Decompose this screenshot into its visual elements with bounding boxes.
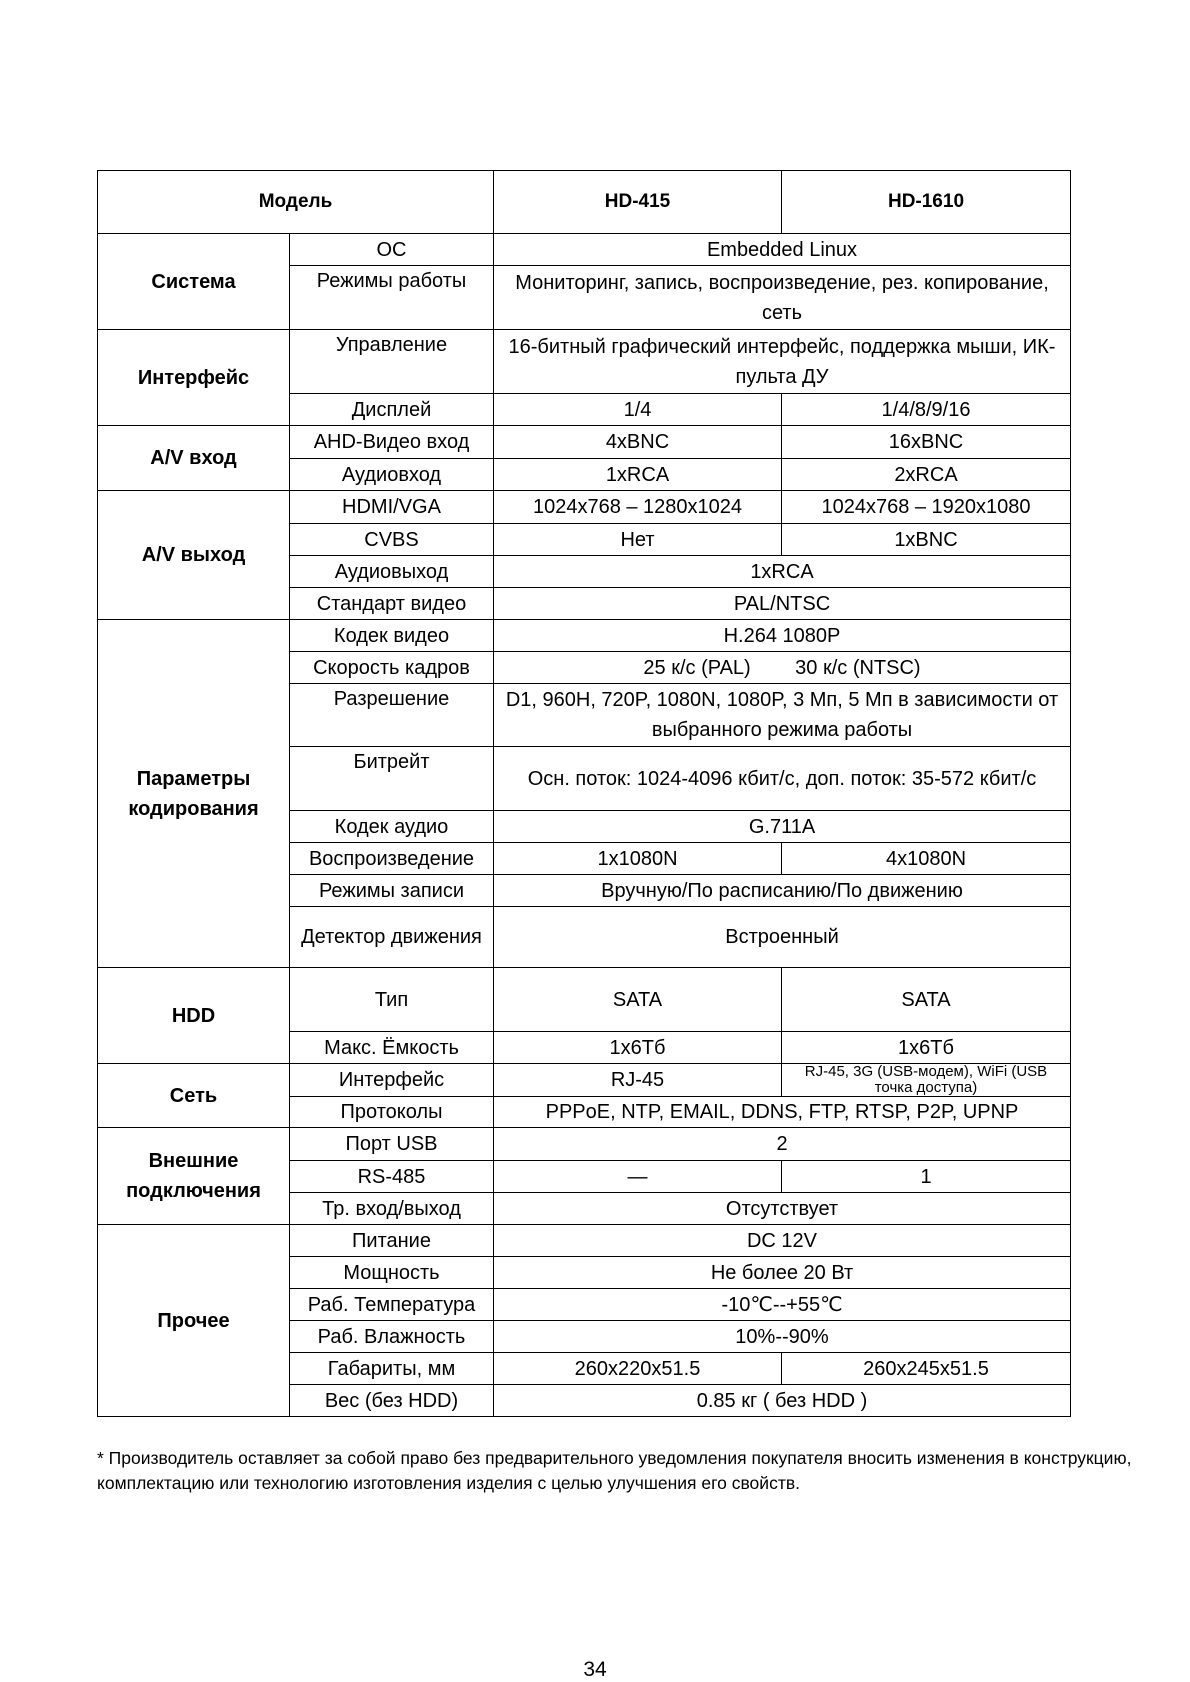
group-network: Сеть (98, 1064, 290, 1128)
table-row (98, 968, 1071, 1032)
row-value-2: 1/4/8/9/16 (782, 394, 1071, 426)
footnote: * Производитель оставляет за собой право без предварительного уведомления покупателя вносить изменения в конструкцию, комплектацию или технологию изготовления изделия с целью улучшения его свойств. (97, 1448, 1132, 1493)
row-label: Вес (без HDD) (290, 1385, 494, 1417)
row-label: HDMI/VGA (290, 491, 494, 524)
row-value-2: 1xBNC (782, 524, 1071, 556)
row-label: Протоколы (290, 1097, 494, 1128)
row-value: Отсутствует (494, 1193, 1071, 1225)
row-value-2: 1 (782, 1161, 1071, 1193)
row-label: CVBS (290, 524, 494, 556)
spec-table (97, 170, 1071, 1417)
row-label: Управление (290, 330, 494, 394)
table-row (98, 426, 1071, 459)
row-label: Мощность (290, 1257, 494, 1289)
row-label: Порт USB (290, 1128, 494, 1161)
group-other: Прочее (98, 1225, 290, 1417)
row-label: Битрейт (290, 747, 494, 811)
row-value-2: 260x245x51.5 (782, 1353, 1071, 1385)
row-value: Осн. поток: 1024-4096 кбит/с, доп. поток: 35-572 кбит/с (494, 747, 1071, 811)
row-label: Стандарт видео (290, 588, 494, 620)
row-label: Дисплей (290, 394, 494, 426)
group-av-in: A/V вход (98, 426, 290, 491)
row-value: Вручную/По расписанию/По движению (494, 875, 1071, 907)
row-label: Детектор движения (290, 907, 494, 968)
row-value: 2 (494, 1128, 1071, 1161)
model-label: Модель (98, 171, 494, 234)
row-label: Разрешение (290, 684, 494, 747)
row-value-1: 1024x768 – 1280x1024 (494, 491, 782, 524)
row-value-2: 1x6Тб (782, 1032, 1071, 1064)
group-encoding: Параметры кодирования (98, 620, 290, 968)
row-value-2: 16xBNC (782, 426, 1071, 459)
row-label: Макс. Ёмкость (290, 1032, 494, 1064)
row-value: 16-битный графический интерфейс, поддержка мыши, ИК-пульта ДУ (494, 330, 1071, 394)
row-label: Питание (290, 1225, 494, 1257)
row-value: Embedded Linux (494, 234, 1071, 266)
group-external: Внешние подключения (98, 1128, 290, 1225)
header-row (98, 171, 1071, 234)
table-row (98, 330, 1071, 394)
page-number: 34 (583, 1658, 607, 1681)
table-row (98, 620, 1071, 652)
row-value-1: 1x1080N (494, 843, 782, 875)
row-label: Габариты, мм (290, 1353, 494, 1385)
row-value-1: RJ-45 (494, 1064, 782, 1097)
row-value: Встроенный (494, 907, 1071, 968)
row-value-1: 1/4 (494, 394, 782, 426)
row-value: 1xRCA (494, 556, 1071, 588)
row-label: RS-485 (290, 1161, 494, 1193)
row-label: Раб. Температура (290, 1289, 494, 1321)
row-value: 10%--90% (494, 1321, 1071, 1353)
row-label: Раб. Влажность (290, 1321, 494, 1353)
row-value-2: RJ-45, 3G (USB-модем), WiFi (USB точка доступа) (782, 1064, 1071, 1097)
group-hdd: HDD (98, 968, 290, 1064)
table-row (98, 1225, 1071, 1257)
table-row (98, 1128, 1071, 1161)
table-row (98, 491, 1071, 524)
row-value-1: SATA (494, 968, 782, 1032)
row-value: PAL/NTSC (494, 588, 1071, 620)
row-value-1: 4xBNC (494, 426, 782, 459)
row-value: Не более 20 Вт (494, 1257, 1071, 1289)
table-row (98, 1064, 1071, 1097)
row-value: 0.85 кг ( без HDD ) (494, 1385, 1071, 1417)
row-value: PPPoE, NTP, EMAIL, DDNS, FTP, RTSP, P2P, UPNP (494, 1097, 1071, 1128)
row-value: G.711A (494, 811, 1071, 843)
row-label: Скорость кадров (290, 652, 494, 684)
row-label: Режимы записи (290, 875, 494, 907)
row-value: 25 к/с (PAL) 30 к/с (NTSC) (494, 652, 1071, 684)
group-interface: Интерфейс (98, 330, 290, 426)
row-label: Воспроизведение (290, 843, 494, 875)
row-value-2: SATA (782, 968, 1071, 1032)
row-label: Режимы работы (290, 266, 494, 330)
row-label: Кодек видео (290, 620, 494, 652)
row-label: Интерфейс (290, 1064, 494, 1097)
row-value: D1, 960H, 720P, 1080N, 1080P, 3 Мп, 5 Мп в зависимости от выбранного режима работы (494, 684, 1071, 747)
row-value-2: 2xRCA (782, 459, 1071, 491)
row-value-1: Нет (494, 524, 782, 556)
row-value-1: — (494, 1161, 782, 1193)
row-label: Кодек аудио (290, 811, 494, 843)
row-value-2: 4x1080N (782, 843, 1071, 875)
row-label: Тип (290, 968, 494, 1032)
group-av-out: A/V выход (98, 491, 290, 620)
row-value-1: 1xRCA (494, 459, 782, 491)
row-value-1: 260x220x51.5 (494, 1353, 782, 1385)
row-value-1: 1x6Тб (494, 1032, 782, 1064)
model-1: HD-415 (494, 171, 782, 234)
row-label: Тр. вход/выход (290, 1193, 494, 1225)
row-value: -10℃--+55℃ (494, 1289, 1071, 1321)
row-label: ОС (290, 234, 494, 266)
row-value-2: 1024x768 – 1920x1080 (782, 491, 1071, 524)
group-system: Система (98, 234, 290, 330)
row-label: Аудиовыход (290, 556, 494, 588)
table-row (98, 234, 1071, 266)
row-value: DC 12V (494, 1225, 1071, 1257)
row-label: AHD-Видео вход (290, 426, 494, 459)
row-label: Аудиовход (290, 459, 494, 491)
model-2: HD-1610 (782, 171, 1071, 234)
row-value: H.264 1080P (494, 620, 1071, 652)
row-value: Мониторинг, запись, воспроизведение, рез. копирование, сеть (494, 266, 1071, 330)
